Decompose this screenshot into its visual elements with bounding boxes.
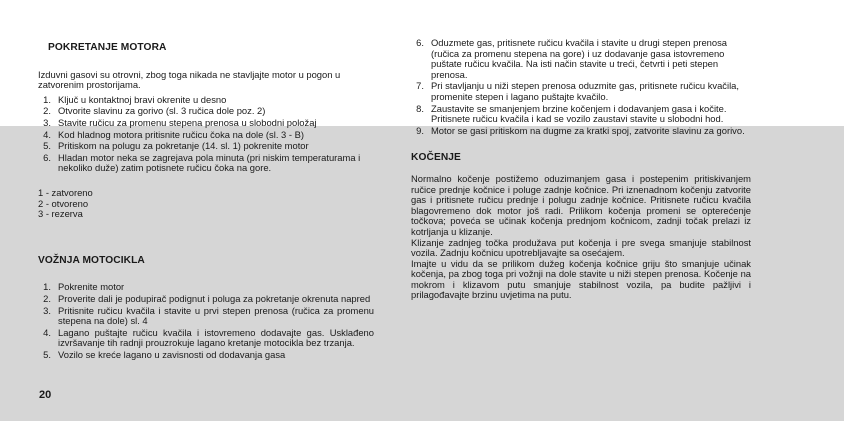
list-item [411,104,751,125]
step-number: 4. [43,128,51,140]
step-number: 9. [416,124,424,136]
legend-item: 3 - rezerva [38,208,83,220]
step-number: 6. [43,151,51,163]
fuel-valve-legend [38,188,374,220]
left-column [38,43,374,361]
step-text: Vozilo se kreće lagano u zavisnosti od dodavanja gasa [58,348,286,360]
start-steps-list [38,95,374,174]
braking-paragraph: Imajte u vidu da se prilikom dužeg kočenja kočnice griju što smanjuje učinak kočenja, pa zbog toga pri vožnji na dole stavite u niži stepen prenosa. Kočenje na mokrom i klizavom putu smanjuje stabilnost vozila, pa budite pažljivi i prilagođavajte brzinu uvjetima na putu. [411,257,751,301]
step-text: Lagano puštajte ručicu kvačila i istovremeno dodavajte gas. Usklađeno izvršavanje tih radnji prouzrokuje lagano kretanje motocikla bez trzanja. [58,326,374,349]
list-item [38,130,374,141]
step-number: 8. [416,102,424,114]
step-text: Pritiskom na polugu za pokretanje (14. sl. 1) pokrenite motor [58,140,309,152]
step-text: Pri stavljanju u niži stepen prenosa oduzmite gas, pritisnete ručicu kvačila, promenite stepen i lagano puštajte kvačilo. [431,80,739,102]
step-number: 2. [43,292,51,304]
step-number: 5. [43,140,51,152]
list-item [411,81,751,102]
list-item [38,350,374,361]
ride-steps-continued-list [411,38,751,136]
ride-steps-list [38,282,374,360]
step-text: Stavite ručicu za promenu stepena prenosa u slobodni položaj [58,116,317,128]
step-number: 6. [416,37,424,48]
step-text: Motor se gasi pritiskom na dugme za kratki spoj, zatvorite slavinu za gorivo. [431,124,745,136]
heading-engine-start: POKRETANJE MOTORA [48,42,167,53]
list-item [38,294,374,305]
right-column [411,38,751,305]
heading-braking: KOČENJE [411,152,461,164]
list-item [38,118,374,129]
step-text: Kod hladnog motora pritisnite ručicu čoka na dole (sl. 3 - B) [58,128,304,140]
step-text: Zaustavite se smanjenjem brzine kočenjem i dodavanjem gasa i kočite. Pritisnete ručicu kvačila i kad se vozilo zaustavi stavite u slobodni hod. [431,102,727,125]
list-item [38,328,374,349]
list-item [411,38,751,80]
step-number: 5. [43,348,51,360]
step-text: Pokrenite motor [58,281,125,293]
list-item [38,106,374,117]
step-number: 1. [43,93,51,105]
legend-item: 2 - otvoreno [38,197,89,209]
step-number: 3. [43,304,51,316]
step-text: Pritisnite ručicu kvačila i stavite u prvi stepen prenosa (ručica za promenu stepena na dole) sl. 4 [58,304,374,327]
legend-item: 1 - zatvoreno [38,186,93,198]
step-text: Proverite dali je podupirač podignut i poluga za pokretanje okrenuta napred [58,292,371,304]
list-item [38,306,374,327]
step-text: Otvorite slavinu za gorivo (sl. 3 ručica dole poz. 2) [58,105,266,117]
heading-riding: VOŽNJA MOTOCIKLA [38,254,145,266]
step-number: 2. [43,105,51,117]
intro-paragraph: Izduvni gasovi su otrovni, zbog toga nikada ne stavljajte motor u pogon u zatvorenim prostorijama. [38,68,341,91]
braking-paragraph: Klizanje zadnjeg točka produžava put kočenja i pre svega smanjuje stabilnost vozila. Zadnju kočnicu upotrebljavajte sa osećajem. [411,236,751,259]
step-text: Oduzmete gas, pritisnete ručicu kvačila i stavite u drugi stepen prenosa (ručica za promenu stepena na gore) i uz dodavanje gasa istovremeno puštate ručicu kvačila. Na isti način stavite u treći, četvrti i peti stepen prenosa. [431,37,727,80]
braking-paragraph: Normalno kočenje postižemo oduzimanjem gasa i postepenim pritiskivanjem ručice prednje kočnice i poluge zadnje kočnice. Pri iznenadnom kočenju zatvorite gas i pritisnete ručicu prednje i polugu zadnje kočnice. Pritisnete ručicu kvačila blagovremeno dok motor još radi. Prilikom kočenja promeni se opterećenje točkova; poveća se učinak kočenja prednjom kočnicom, zadnji točak prelazi iz kotrljanja u klizanje. [411,172,751,237]
list-item [38,141,374,152]
list-item [411,126,751,137]
list-item [38,153,374,174]
step-number: 1. [43,281,51,293]
step-number: 3. [43,116,51,128]
step-number: 4. [43,326,51,338]
list-item [38,282,374,293]
step-text: Ključ u kontaktnoj bravi okrenite u desno [58,93,227,105]
list-item [38,95,374,106]
step-number: 7. [416,80,424,92]
page-number: 20 [39,389,52,401]
step-text: Hladan motor neka se zagrejava pola minuta (pri niskim temperaturama i nekoliko duže) zatim potisnete ručicu čoka na gore. [58,151,361,174]
